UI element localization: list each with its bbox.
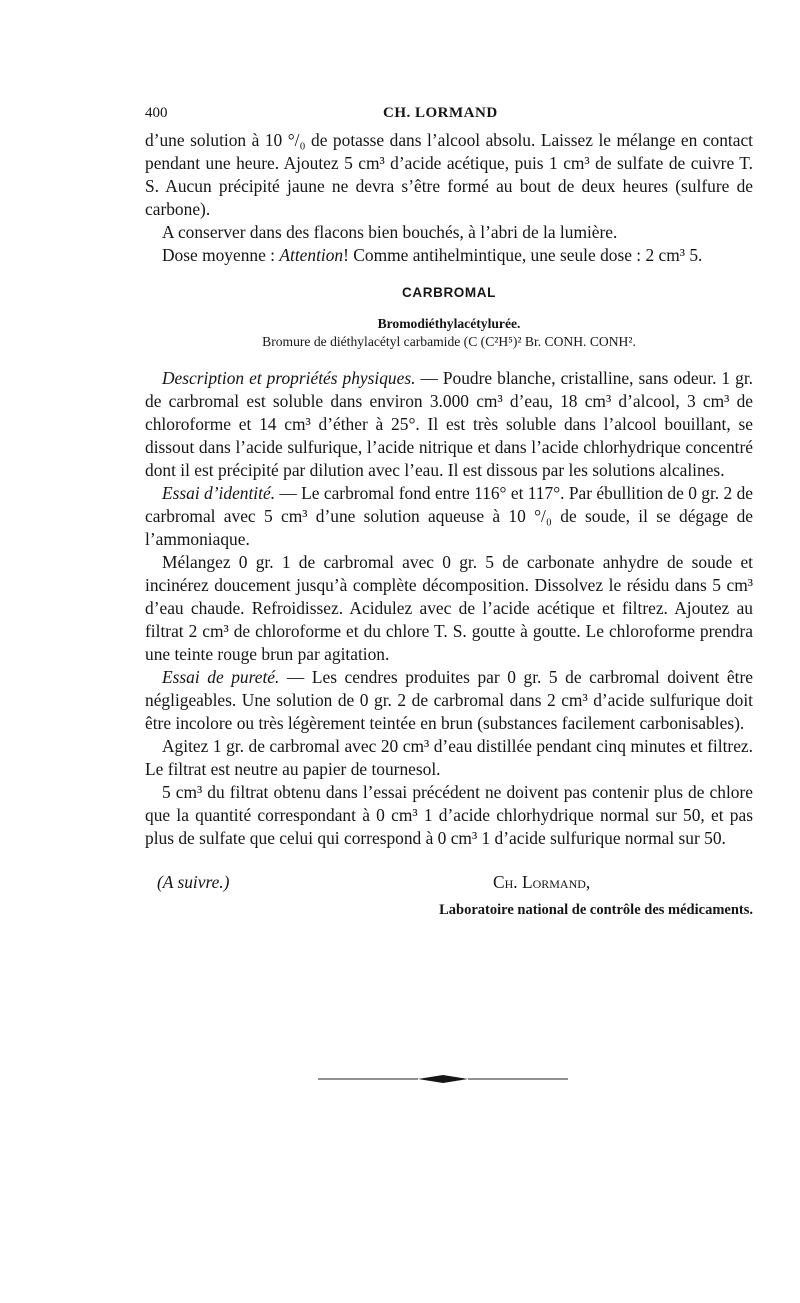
section-subtitle-2: Bromure de diéthylacétyl carbamide (C (C²H⁵)² Br. CONH. CONH². [262,334,636,349]
page-header [145,105,753,129]
storage-paragraph: A conserver dans des flacons bien bouchés, à l’abri de la lumière. [162,222,618,242]
running-title: CH. LORMAND [383,105,498,121]
dose-prefix: Dose moyenne : [162,245,280,265]
section-title: CARBROMAL [402,285,496,300]
section-subtitle-1: Bromodiéthylacétylurée. [377,316,521,331]
shake-paragraph: Agitez 1 gr. de carbromal avec 20 cm³ d’eau distillée pendant cinq minutes et filtrez. Le filtrat est neutre au papier de tournesol. [145,736,753,779]
filtrate-paragraph: 5 cm³ du filtrat obtenu dans l’essai précédent ne doivent pas contenir plus de chlore que la quantité correspondant à 0 cm³ 1 d’acide chlorhydrique normal sur 50, et pas plus de sulfate que celui qui correspond à 0 cm³ 1 d’acide sulfurique normal sur 50. [145,782,753,848]
purity-text: — Les cendres produites par 0 gr. 5 de carbromal doivent être négligeables. Une solution de 0 gr. 2 de carbromal dans 2 cm³ d’acide sulfurique doit être incolore ou très légèrement teintée en brun (substances facilement carbonisables). [145,667,753,733]
identity-text: — Le carbromal fond entre 116° et 117°. Par ébullition de 0 gr. 2 de carbromal avec 5 cm³ d’une solution aqueuse à 10 °/₀ de soude, il se dégage de l’ammoniaque. [145,483,753,549]
ornament-diamond [418,1075,468,1083]
dose-paragraph [145,244,753,267]
end-ornament [318,1074,568,1084]
description-label: Description et propriétés physiques. [162,368,416,388]
document-page [145,105,753,926]
dose-rest: ! Comme antihelmintique, une seule dose : 2 cm³ 5. [343,245,703,265]
dose-attention: Attention [279,245,344,265]
mixing-paragraph: Mélangez 0 gr. 1 de carbromal avec 0 gr. 5 de carbonate anhydre de soude et incinérez doucement jusqu’à complète décomposition. Dissolvez le résidu dans 5 cm³ d’eau chaude. Refroidissez. Acidulez avec de l’acide acétique et filtrez. Ajoutez au filtrat 2 cm³ de chloroforme et du chlore T. S. goutte à goutte. Le chloroforme prendra une teinte rouge brun par agitation. [145,552,753,664]
description-paragraph [145,367,753,482]
page-number: 400 [145,105,168,121]
identity-label: Essai d’identité. [162,483,276,503]
purity-label: Essai de pureté. [162,667,280,687]
purity-paragraph [145,666,753,735]
intro-paragraph: d’une solution à 10 °/₀ de potasse dans l’alcool absolu. Laissez le mélange en contact pendant une heure. Ajoutez 5 cm³ d’acide acétique, puis 1 cm³ de sulfate de cuivre T. S. Aucun précipité jaune ne devra s’être formé au bout de deux heures (sulfure de carbone). [145,130,753,219]
laboratory-name: Laboratoire national de contrôle des médicaments. [439,902,753,918]
author-name: Ch. Lormand, [493,872,591,892]
signature-block [145,872,753,926]
to-be-continued: (A suivre.) [157,872,230,892]
description-text: — Poudre blanche, cristalline, sans odeur. 1 gr. de carbromal est soluble dans environ 3.000 cm³ d’eau, 18 cm³ d’alcool, 3 cm³ de chloroforme et 14 cm³ d’éther à 25°. Il est très soluble dans l’alcool bouillant, se dissout dans l’acide sulfurique, l’acide nitrique et dans l’acide chlorhydrique concentré dont il est précipité par dilution avec l’eau. Il est dissous par les solutions alcalines. [145,368,753,480]
identity-paragraph [145,482,753,551]
